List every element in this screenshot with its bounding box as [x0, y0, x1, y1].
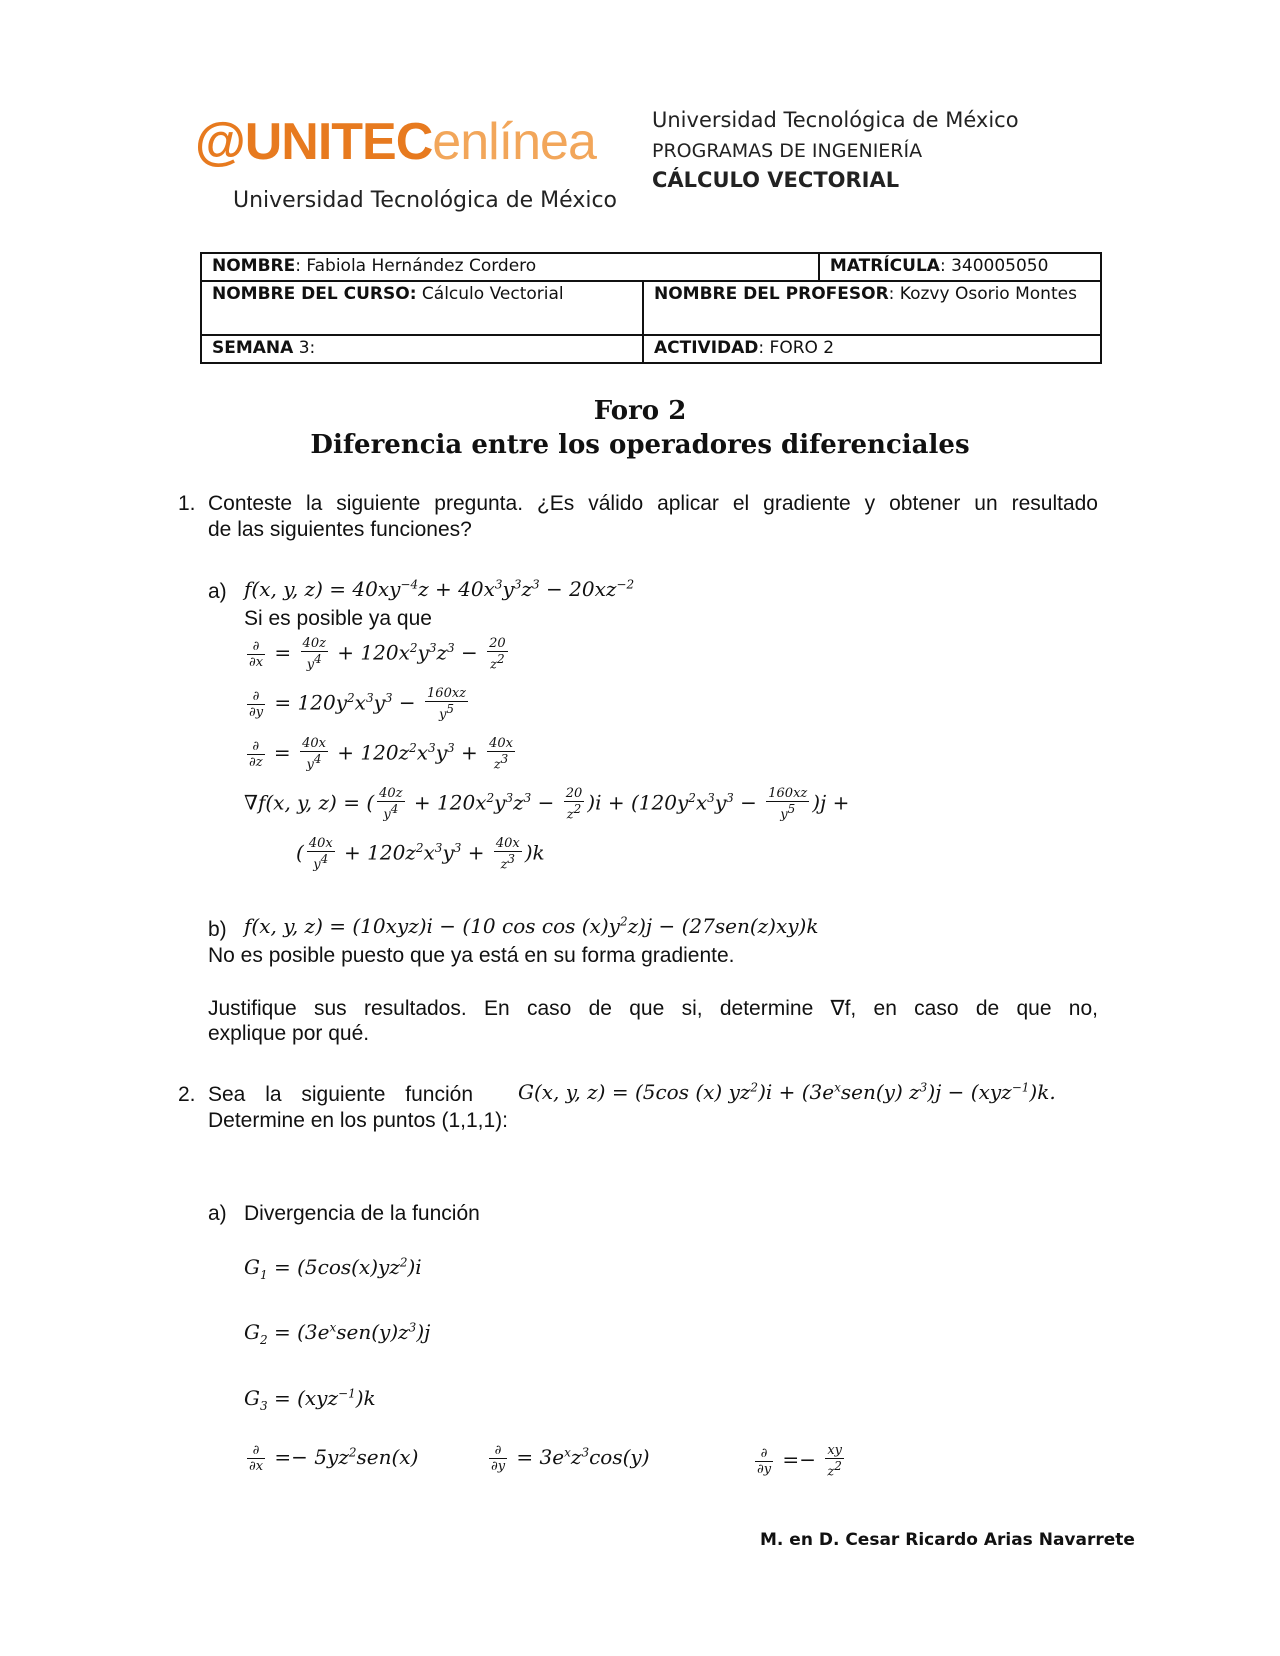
actividad-cell: ACTIVIDAD: FORO 2: [643, 335, 1101, 363]
student-info-table: [200, 252, 1102, 364]
q1-number: 1.: [178, 492, 196, 515]
q1-justify-line2: explique por qué.: [208, 1022, 370, 1045]
q1b-label: b): [208, 918, 227, 941]
q2-intro: Sea la siguiente función: [208, 1083, 473, 1106]
q2a-label: a): [208, 1202, 227, 1225]
subject-name: CÁLCULO VECTORIAL: [652, 168, 900, 192]
nombre-cell: NOMBRE: Fabiola Hernández Cordero: [201, 253, 819, 281]
q1a-answer: Si es posible ya que: [244, 607, 432, 630]
curso-cell: NOMBRE DEL CURSO: Cálculo Vectorial: [201, 281, 643, 335]
matricula-cell: MATRÍCULA: 340005050: [819, 253, 1101, 281]
program-name: PROGRAMAS DE INGENIERÍA: [652, 140, 923, 162]
logo-main: UNITEC: [244, 113, 433, 171]
semana-cell: SEMANA 3:: [201, 335, 643, 363]
q2-line2: Determine en los puntos (1,1,1):: [208, 1109, 508, 1132]
q1b-answer: No es posible puesto que ya está en su forma gradiente.: [208, 944, 735, 967]
logo-subtitle: Universidad Tecnológica de México: [233, 188, 618, 213]
profesor-cell: NOMBRE DEL PROFESOR: Kozvy Osorio Montes: [643, 281, 1101, 335]
q2-g1: $G_1 = (5\cos(x)yz^2)i$: [244, 1255, 422, 1282]
university-name: Universidad Tecnológica de México: [652, 108, 1019, 132]
q1a-partial-y: $\frac{\partial}{\partial y}$ = $120y^2x^3y^3$ − $\frac{160xz}{y^5}$: [249, 686, 467, 723]
q1a-label: a): [208, 580, 227, 603]
q1a-gradient-line2: ( $\frac{40x}{y^4}$ + $120z^2x^3y^3$ + $\frac{40x}{z^3}$ )k: [296, 836, 545, 873]
q1a-gradient-line1: ∇f(x, y, z) = ( $\frac{40z}{y^4}$ + $120x^2y^3z^3$ − $\frac{20}{z^2}$ )$i + (120y^2x^3y^3$ − $\frac{160xz}{y^5}$ )j +: [244, 786, 850, 823]
q1-line1: Conteste la siguiente pregunta. ¿Es válido aplicar el gradiente y obtener un resultado: [208, 492, 1098, 515]
logo-suffix: enlínea: [432, 113, 596, 171]
unitec-logo: [195, 112, 596, 172]
q2-number: 2.: [178, 1083, 196, 1106]
q1b-function: f(x, y, z) = (10xyz)i − (10 $\cos \cos (x)y^2z)j - (27sen(z)xy)k$: [244, 914, 819, 938]
page-title: Foro 2: [593, 396, 687, 426]
q1a-partial-z: $\frac{\partial}{\partial z}$ = $\frac{40x}{y^4}$ + $120z^2x^3y^3$ + $\frac{40x}{z^3}$: [249, 736, 513, 773]
q2-g2: $G_2 = (3e^xsen(y)z^3)j$: [244, 1320, 431, 1347]
q1a-function: f(x, y, $z) = 40xy^{-4}z + 40x^3y^3z^3 - 20xz^{-2}$: [244, 577, 635, 601]
footer-author: M. en D. Cesar Ricardo Arias Navarrete: [760, 1530, 1135, 1550]
q2-partial-x: $\frac{\partial}{\partial x}$ =− $5yz^2sen(x)$: [249, 1443, 419, 1474]
q2-g3: $G_3 = (xyz^{-1})k$: [244, 1386, 376, 1413]
q1-line2: de las siguientes funciones?: [208, 518, 472, 541]
q2-partial-y: $\frac{\partial}{\partial y}$ = $3e^xz^3\cos(y)$: [491, 1443, 650, 1474]
q2-function: G(x, y, z) = (5cos (x) $yz^2)i + (3e^xsen(y) z^3)j - (xyz^{-1})k$.: [518, 1080, 1056, 1104]
q2-partial-z: $\frac{\partial}{\partial y}$ =− $\frac{xy}{z^2}$: [757, 1443, 842, 1480]
page-subtitle: Diferencia entre los operadores diferenciales: [310, 430, 970, 460]
q1-justify-line1: Justifique sus resultados. En caso de que si, determine ∇f, en caso de que no,: [208, 997, 1098, 1020]
q1a-partial-x: $\frac{\partial}{\partial x}$ = $\frac{40z}{y^4}$ + $120x^2y^3z^3$ − $\frac{20}{z^2}$: [249, 636, 506, 673]
logo-at: @: [195, 113, 245, 171]
q2a-text: Divergencia de la función: [244, 1202, 480, 1225]
